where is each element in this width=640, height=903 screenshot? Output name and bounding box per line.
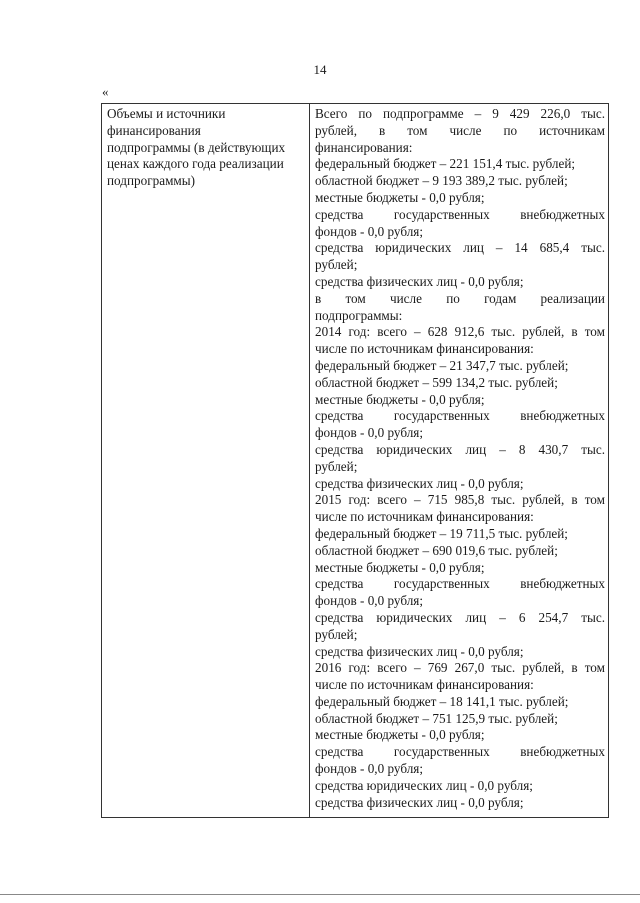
value-line: в том числе по годам реализации: [315, 290, 605, 306]
value-line: средства юридических лиц – 14 685,4 тыс.: [315, 240, 605, 256]
value-line: областной бюджет – 599 134,2 тыс. рублей;: [315, 374, 558, 390]
value-line: средства физических лиц - 0,0 рубля;: [315, 273, 524, 289]
value-line: числе по источникам финансирования:: [315, 509, 534, 525]
label-line: ценах каждого года реализации: [107, 156, 284, 172]
value-line: местные бюджеты - 0,0 рубля;: [315, 391, 485, 407]
value-line: числе по источникам финансирования:: [315, 677, 534, 693]
value-line: средства государственных внебюджетных: [315, 576, 605, 592]
label-line: подпрограммы): [107, 173, 196, 189]
value-line: федеральный бюджет – 221 151,4 тыс. рублей;: [315, 156, 576, 172]
value-line: федеральный бюджет – 19 711,5 тыс. рублей;: [315, 525, 568, 541]
value-line: средства юридических лиц – 6 254,7 тыс.: [315, 609, 605, 625]
value-line: фондов - 0,0 рубля;: [315, 223, 424, 239]
value-line: средства юридических лиц - 0,0 рубля;: [315, 777, 533, 793]
scan-bottom-edge: [0, 894, 640, 895]
label-line: подпрограммы (в действующих: [107, 139, 286, 155]
value-line: 2016 год: всего – 769 267,0 тыс. рублей, в том: [315, 660, 605, 676]
value-line: числе по источникам финансирования:: [315, 341, 534, 357]
table-value-cell: [310, 104, 608, 817]
value-line: рублей, в том числе по источникам: [315, 122, 605, 138]
value-line: подпрограммы:: [315, 307, 403, 323]
value-line: местные бюджеты - 0,0 рубля;: [315, 559, 485, 575]
value-line: средства государственных внебюджетных: [315, 408, 605, 424]
table-label-cell: [102, 104, 310, 817]
value-line: средства юридических лиц – 8 430,7 тыс.: [315, 441, 605, 457]
page-number: 14: [313, 62, 327, 77]
value-line: финансирования:: [315, 139, 413, 155]
value-line: рублей;: [315, 257, 358, 273]
value-line: рублей;: [315, 626, 358, 642]
value-line: областной бюджет – 690 019,6 тыс. рублей;: [315, 542, 558, 558]
value-line: местные бюджеты - 0,0 рубля;: [315, 189, 485, 205]
value-line: фондов - 0,0 рубля;: [315, 761, 424, 777]
value-line: Всего по подпрограмме – 9 429 226,0 тыс.: [315, 106, 605, 121]
value-line: 2014 год: всего – 628 912,6 тыс. рублей, в том: [315, 324, 605, 340]
opening-quote: «: [102, 84, 109, 99]
financing-table: [101, 103, 609, 818]
value-line: федеральный бюджет – 18 141,1 тыс. рублей;: [315, 693, 569, 709]
value-line: 2015 год: всего – 715 985,8 тыс. рублей, в том: [315, 492, 605, 508]
label-line: Объемы и источники: [107, 106, 226, 121]
value-line: средства физических лиц - 0,0 рубля;: [315, 475, 524, 491]
value-line: средства физических лиц - 0,0 рубля;: [315, 643, 524, 659]
value-line: средства государственных внебюджетных: [315, 744, 605, 760]
value-line: фондов - 0,0 рубля;: [315, 425, 424, 441]
value-line: областной бюджет – 9 193 389,2 тыс. рублей;: [315, 173, 568, 189]
value-line: средства физических лиц - 0,0 рубля;: [315, 794, 524, 810]
value-line: федеральный бюджет – 21 347,7 тыс. рублей;: [315, 357, 569, 373]
value-line: средства государственных внебюджетных: [315, 206, 605, 222]
value-line: местные бюджеты - 0,0 рубля;: [315, 727, 485, 743]
value-line: областной бюджет – 751 125,9 тыс. рублей;: [315, 710, 558, 726]
label-line: финансирования: [107, 122, 201, 138]
value-line: рублей;: [315, 458, 358, 474]
value-line: фондов - 0,0 рубля;: [315, 593, 424, 609]
